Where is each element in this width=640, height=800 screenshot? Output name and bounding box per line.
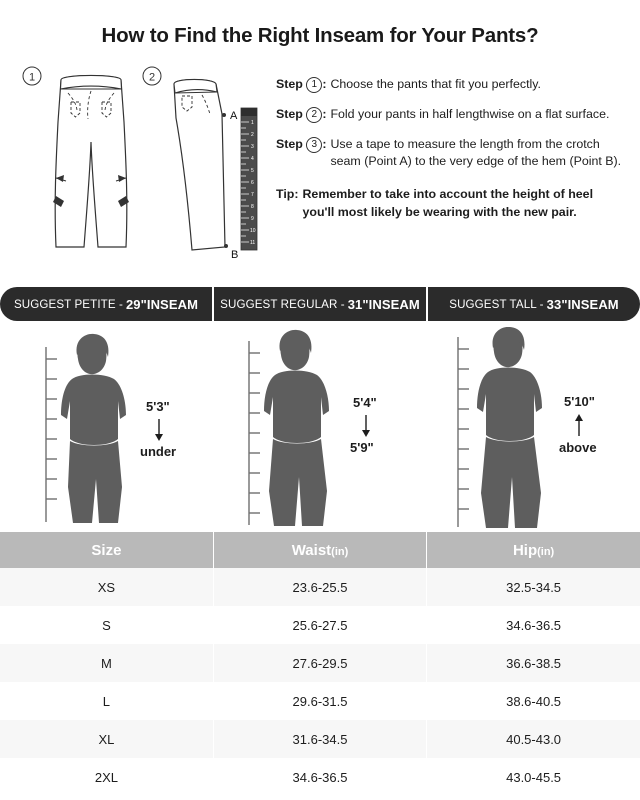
guide-section (0, 48, 640, 281)
silhouette-tall-svg (426, 327, 640, 532)
tip-text: Remember to take into account the height of heel you'll most likely be wearing with the new pair. (302, 187, 594, 219)
svg-text:6: 6 (251, 180, 254, 186)
circled-number-3-icon: 3 (306, 137, 322, 153)
step-text-2: Fold your pants in half lengthwise on a flat surface. (330, 107, 610, 122)
up-arrow-icon (572, 414, 586, 436)
step-label-1: Step 1 : (276, 77, 327, 91)
suggestion-regular (214, 287, 426, 321)
cell-size: M (0, 644, 213, 682)
silhouette-petite-svg (0, 327, 213, 532)
silhouette-regular (213, 327, 426, 532)
silhouette-petite-height: 5'3" (146, 399, 170, 414)
cell-size: L (0, 682, 213, 720)
step-text-3: Use a tape to measure the length from the crotch seam (Point A) to the very edge of the hem (Point B). (330, 137, 622, 169)
cell-size: 2XL (0, 758, 213, 796)
table-header-row (0, 532, 640, 568)
step-item-3 (276, 136, 624, 170)
size-chart-table (0, 532, 640, 796)
step-label-2: Step 2 : (276, 107, 327, 122)
col-header-waist: Waist(in) (213, 532, 426, 568)
cell-size: XL (0, 720, 213, 758)
step-text-1: Choose the pants that fit you perfectly. (330, 77, 541, 91)
cell-hip: 34.6-36.5 (427, 606, 640, 644)
suggestion-tall-value: 33"INSEAM (546, 296, 619, 312)
table-row (0, 758, 640, 796)
svg-text:1: 1 (251, 120, 254, 126)
table-row (0, 720, 640, 758)
svg-text:10: 10 (250, 228, 256, 234)
silhouette-regular-sub: 5'9" (350, 440, 374, 455)
svg-text:3: 3 (251, 144, 254, 150)
table-row (0, 606, 640, 644)
suggestion-regular-value: 31"INSEAM (347, 296, 420, 312)
suggestion-tall-label: SUGGEST TALL - (449, 297, 544, 311)
svg-text:B: B (231, 249, 239, 261)
suggestion-petite-label: SUGGEST PETITE - (13, 297, 123, 311)
cell-waist: 25.6-27.5 (213, 606, 426, 644)
cell-hip: 32.5-34.5 (427, 568, 640, 606)
svg-text:A: A (230, 110, 238, 122)
silhouette-regular-height: 5'4" (353, 395, 377, 410)
cell-waist: 27.6-29.5 (213, 644, 426, 682)
step-item-2 (276, 106, 624, 123)
svg-text:1: 1 (28, 71, 36, 84)
cell-size: S (0, 606, 213, 644)
svg-text:5: 5 (251, 168, 254, 174)
tip-label: Tip: (276, 187, 299, 202)
cell-hip: 43.0-45.5 (427, 758, 640, 796)
svg-text:2: 2 (148, 71, 156, 84)
table-row (0, 682, 640, 720)
cell-waist: 23.6-25.5 (213, 568, 426, 606)
suggestion-petite-value: 29"INSEAM (125, 296, 199, 312)
table-row (0, 644, 640, 682)
suggestion-petite (0, 287, 212, 321)
silhouette-row (0, 321, 640, 532)
silhouette-tall-height: 5'10" (564, 394, 595, 409)
silhouette-regular-svg (213, 327, 426, 532)
svg-text:11: 11 (250, 240, 256, 246)
circled-number-1-icon: 1 (306, 77, 322, 93)
silhouette-tall-sub: above (559, 440, 597, 455)
inseam-suggestion-bar (0, 287, 640, 321)
svg-text:7: 7 (251, 192, 254, 198)
suggestion-tall (428, 287, 640, 321)
cell-waist: 34.6-36.5 (213, 758, 426, 796)
step-label-3: Step 3 : (276, 137, 327, 152)
table-row (0, 568, 640, 606)
cell-waist: 31.6-34.5 (213, 720, 426, 758)
silhouette-petite (0, 327, 213, 532)
col-header-size: Size (0, 532, 213, 568)
step-item-1 (276, 76, 624, 93)
cell-waist: 29.6-31.5 (213, 682, 426, 720)
cell-hip: 38.6-40.5 (427, 682, 640, 720)
pants-diagrams (16, 62, 268, 277)
circled-number-2-icon: 2 (306, 107, 322, 123)
svg-text:8: 8 (251, 204, 254, 210)
down-arrow-icon (152, 419, 166, 441)
cell-size: XS (0, 568, 213, 606)
cell-hip: 36.6-38.5 (427, 644, 640, 682)
suggestion-regular-label: SUGGEST REGULAR - (220, 297, 345, 311)
svg-text:4: 4 (251, 156, 254, 162)
down-arrow-icon (359, 415, 373, 437)
silhouette-tall (426, 327, 640, 532)
cell-hip: 40.5-43.0 (427, 720, 640, 758)
svg-text:2: 2 (251, 132, 254, 138)
silhouette-petite-sub: under (140, 444, 177, 459)
tip-block (276, 186, 624, 220)
col-header-hip: Hip(in) (427, 532, 640, 568)
pants-diagram-svg (16, 62, 268, 277)
page-title: How to Find the Right Inseam for Your Pants? (101, 24, 539, 47)
svg-text:9: 9 (251, 216, 254, 222)
steps-list (268, 62, 624, 277)
